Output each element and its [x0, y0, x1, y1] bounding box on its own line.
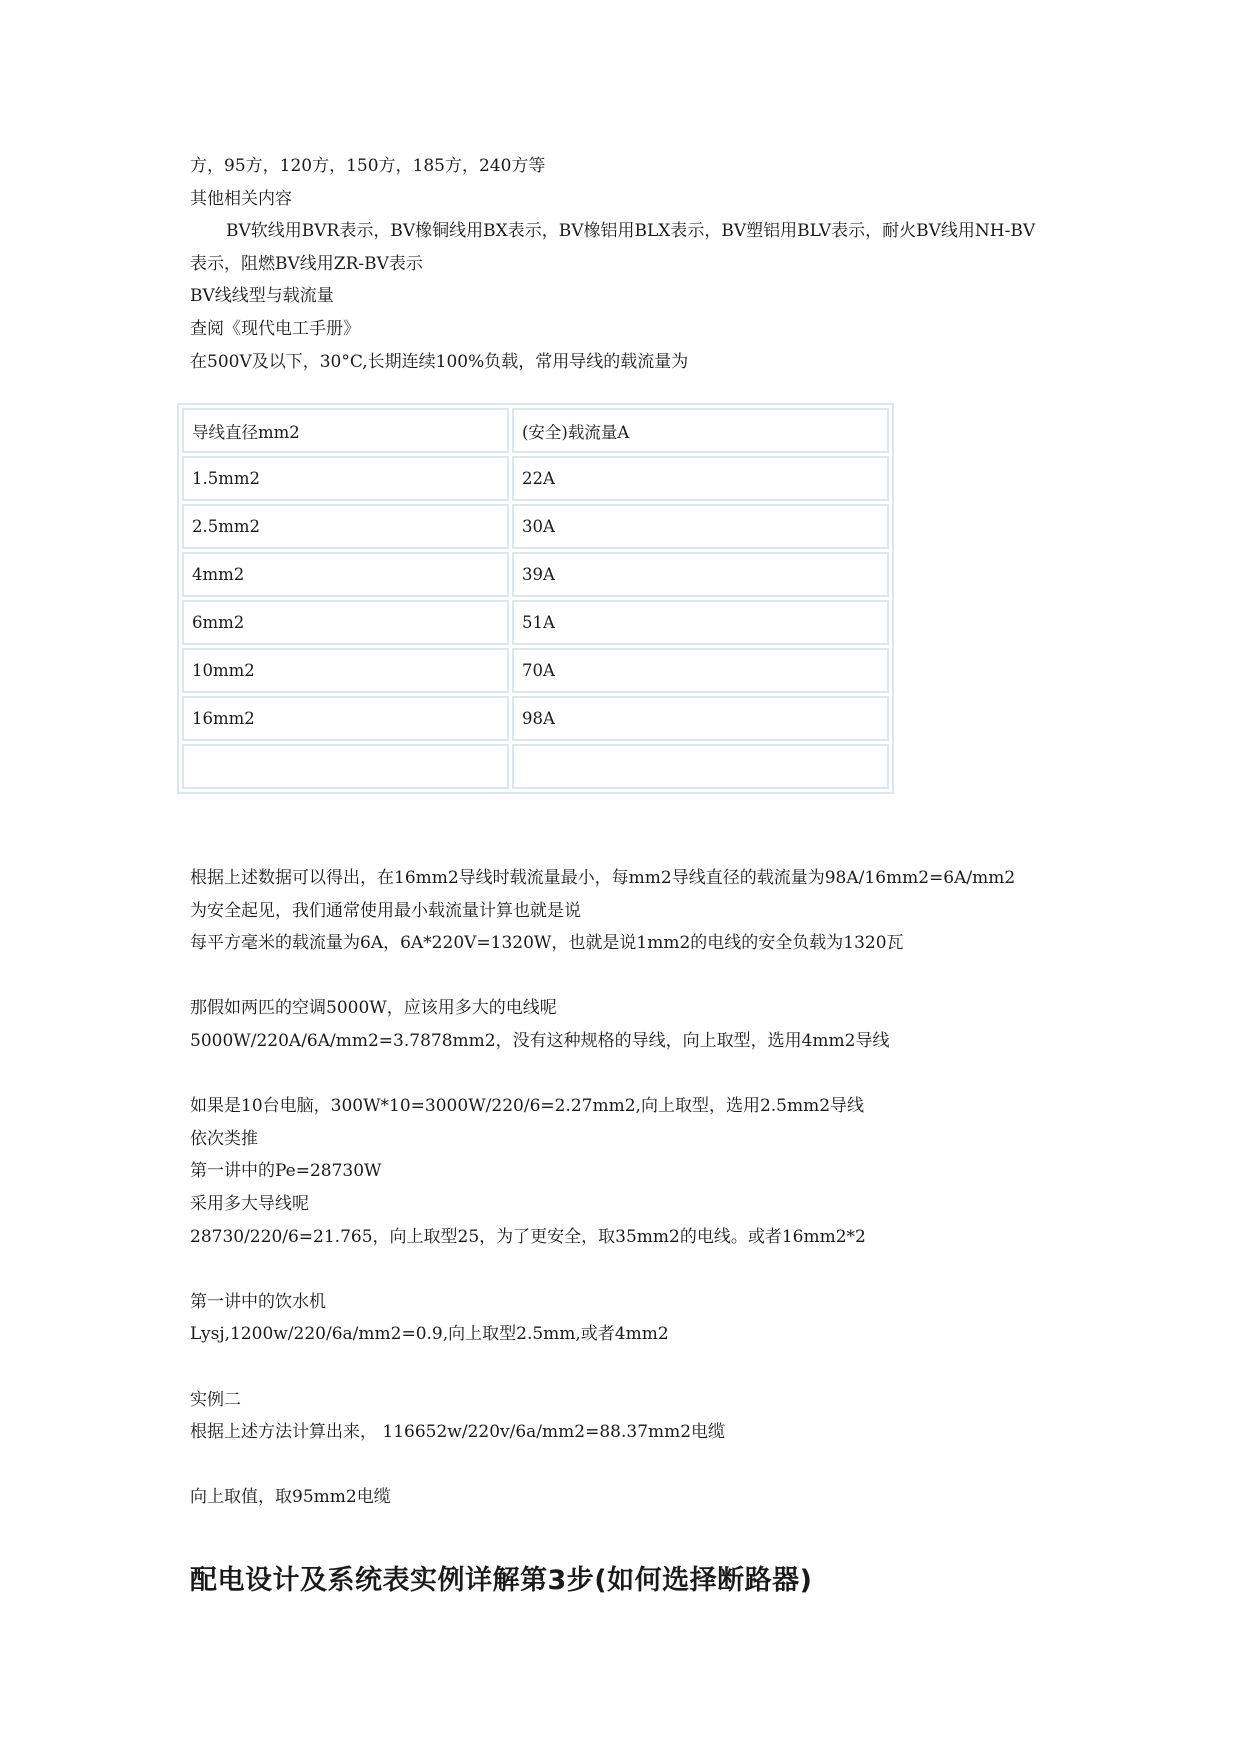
text-line: 查阅《现代电工手册》 — [190, 318, 360, 339]
text-line: 第一讲中的Pe=28730W — [190, 1161, 382, 1182]
table-header-cell: (安全)载流量A — [512, 408, 889, 453]
ampacity-table-container — [180, 406, 894, 794]
table-row — [182, 648, 889, 693]
text-line: 向上取值，取95mm2电缆 — [190, 1487, 391, 1508]
text-line: 每平方毫米的载流量为6A，6A*220V=1320W，也就是说1mm2的电线的安全负载为1320瓦 — [190, 933, 904, 954]
text-line: Lysj,1200w/220/6a/mm2=0.9,向上取型2.5mm,或者4mm2 — [190, 1324, 669, 1345]
table-cell: 10mm2 — [182, 648, 509, 693]
blank-line — [190, 1253, 1090, 1286]
table-cell: 70A — [512, 648, 889, 693]
text-line: 其他相关内容 — [190, 188, 292, 209]
text-line: 如果是10台电脑，300W*10=3000W/220/6=2.27mm2,向上取型，选用2.5mm2导线 — [190, 1096, 865, 1117]
table-cell: 39A — [512, 552, 889, 597]
table-cell: 98A — [512, 696, 889, 741]
table-cell: 4mm2 — [182, 552, 509, 597]
ampacity-table — [177, 403, 894, 794]
text-line: 实例二 — [190, 1389, 241, 1410]
table-header-cell: 导线直径mm2 — [182, 408, 509, 453]
table-cell — [512, 744, 889, 789]
text-line: 依次类推 — [190, 1128, 258, 1149]
table-row — [182, 696, 889, 741]
table-cell — [182, 744, 509, 789]
text-line: 方，95方，120方，150方，185方，240方等 — [190, 156, 546, 176]
text-line: 为安全起见，我们通常使用最小载流量计算也就是说 — [190, 900, 581, 921]
text-line: 5000W/220A/6A/mm2=3.7878mm2，没有这种规格的导线，向上取型，选用4mm2导线 — [190, 1030, 890, 1051]
table-cell: 22A — [512, 456, 889, 501]
section-heading: 配电设计及系统表实例详解第3步(如何选择断路器) — [190, 1565, 813, 1596]
blank-line — [190, 1351, 1090, 1384]
table-row — [182, 600, 889, 645]
text-line: BV线线型与载流量 — [190, 286, 334, 307]
table-cell: 30A — [512, 504, 889, 549]
text-line: 根据上述方法计算出来， 116652w/220v/6a/mm2=88.37mm2电缆 — [190, 1422, 726, 1443]
table-cell: 51A — [512, 600, 889, 645]
table-row — [182, 552, 889, 597]
table-row — [182, 456, 889, 501]
blank-line — [190, 1058, 1090, 1091]
text-line: 根据上述数据可以得出，在16mm2导线时载流量最小，每mm2导线直径的载流量为98A/16mm2=6A/mm2 — [190, 868, 1016, 888]
table-row — [182, 744, 889, 789]
text-line: 采用多大导线呢 — [190, 1193, 309, 1214]
table-cell: 2.5mm2 — [182, 504, 509, 549]
table-cell: 6mm2 — [182, 600, 509, 645]
table-row — [182, 504, 889, 549]
text-line: BV软线用BVR表示，BV橡铜线用BX表示，BV橡铝用BLX表示，BV塑铝用BLV表示，耐火BV线用NH-BV — [226, 221, 1036, 242]
blank-line — [190, 960, 1090, 993]
text-line: 那假如两匹的空调5000W，应该用多大的电线呢 — [190, 998, 557, 1019]
calculation-text-block — [190, 862, 1090, 1514]
table-cell: 16mm2 — [182, 696, 509, 741]
text-line: 在500V及以下，30°C,长期连续100%负载，常用导线的载流量为 — [190, 351, 689, 372]
text-line: 表示，阻燃BV线用ZR-BV表示 — [190, 253, 423, 274]
intro-text-block — [190, 150, 1090, 378]
blank-line — [190, 1449, 1090, 1482]
text-line: 28730/220/6=21.765，向上取型25，为了更安全，取35mm2的电线。或者16mm2*2 — [190, 1226, 866, 1247]
text-line: 第一讲中的饮水机 — [190, 1291, 326, 1312]
table-header-row — [182, 408, 889, 453]
table-cell: 1.5mm2 — [182, 456, 509, 501]
